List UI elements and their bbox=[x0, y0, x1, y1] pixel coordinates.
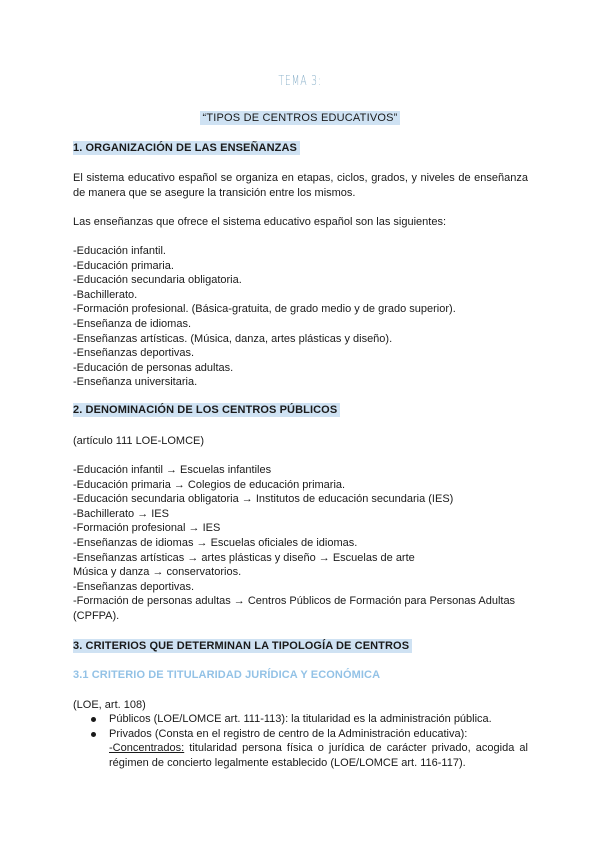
concertados-label: -Concentrados: bbox=[109, 742, 185, 754]
section1-paragraph-1: El sistema educativo español se organiza en etapas, ciclos, grados, y niveles de enseñanza de manera que se asegure la transición entre los mismos. bbox=[73, 172, 528, 199]
section2-heading: 2. DENOMINACIÓN DE LOS CENTROS PÚBLICOS bbox=[73, 404, 340, 416]
list-item: -Educación primaria → Colegios de educación primaria. bbox=[73, 478, 346, 491]
section3-reference: (LOE, art. 108) bbox=[73, 699, 146, 711]
concertados-text: titularidad persona física o jurídica de carácter privado, acogida al régimen de concierto legalmente establecido (LOE/LOMCE art. 116-117). bbox=[109, 742, 528, 769]
section3-heading: 3. CRITERIOS QUE DETERMINAN LA TIPOLOGÍA DE CENTROS bbox=[73, 640, 412, 652]
section2-reference: (artículo 111 LOE-LOMCE) bbox=[73, 435, 205, 447]
section2-list bbox=[73, 463, 515, 624]
list-item: (CPFPA). bbox=[73, 609, 120, 622]
list-item: -Enseñanzas artísticas. (Música, danza, artes plásticas y diseño). bbox=[73, 332, 393, 345]
list-item: -Formación de personas adultas → Centros Públicos de Formación para Personas Adultas bbox=[73, 595, 516, 608]
list-item: -Bachillerato. bbox=[73, 288, 138, 301]
list-item: -Enseñanzas deportivas. bbox=[73, 580, 195, 593]
section3-subheading: 3.1 CRITERIO DE TITULARIDAD JURÍDICA Y ECONÓMICA bbox=[73, 669, 381, 681]
concertados-paragraph bbox=[109, 741, 528, 770]
bullet-item-privados: Privados (Consta en el registro de centro de la Administración educativa): bbox=[109, 728, 468, 740]
list-item: -Formación profesional → IES bbox=[73, 522, 221, 535]
bullet-icon bbox=[91, 717, 96, 722]
list-item: -Enseñanzas deportivas. bbox=[73, 347, 195, 360]
list-item: Música y danza → conservatorios. bbox=[73, 566, 242, 579]
list-item: -Bachillerato → IES bbox=[73, 507, 169, 520]
bullet-item-publicos: Públicos (LOE/LOMCE art. 111-113): la titularidad es la administración pública. bbox=[109, 713, 492, 725]
list-item: -Educación infantil. bbox=[73, 245, 166, 257]
section1-list bbox=[73, 244, 456, 390]
list-item: -Educación secundaria obligatoria → Institutos de educación secundaria (IES) bbox=[73, 493, 454, 506]
list-item: -Enseñanza universitaria. bbox=[73, 376, 198, 389]
document-title: TEMA 3: bbox=[278, 74, 322, 89]
document-subtitle: “TIPOS DE CENTROS EDUCATIVOS” bbox=[202, 112, 398, 124]
list-item: -Educación primaria. bbox=[73, 259, 174, 272]
list-item: -Enseñanzas de idiomas → Escuelas oficiales de idiomas. bbox=[73, 536, 358, 549]
bullet-icon bbox=[91, 732, 96, 737]
list-item: -Educación infantil → Escuelas infantiles bbox=[73, 464, 272, 476]
list-item: -Enseñanza de idiomas. bbox=[73, 317, 192, 330]
list-item: -Educación de personas adultas. bbox=[73, 361, 234, 374]
section1-paragraph-2: Las enseñanzas que ofrece el sistema educativo español son las siguientes: bbox=[73, 216, 447, 228]
list-item: -Formación profesional. (Básica-gratuita, de grado medio y de grado superior). bbox=[73, 303, 456, 316]
list-item: -Educación secundaria obligatoria. bbox=[73, 274, 242, 287]
section1-heading: 1. ORGANIZACIÓN DE LAS ENSEÑANZAS bbox=[73, 142, 300, 154]
list-item: -Enseñanzas artísticas → artes plásticas y diseño → Escuelas de arte bbox=[73, 551, 415, 564]
